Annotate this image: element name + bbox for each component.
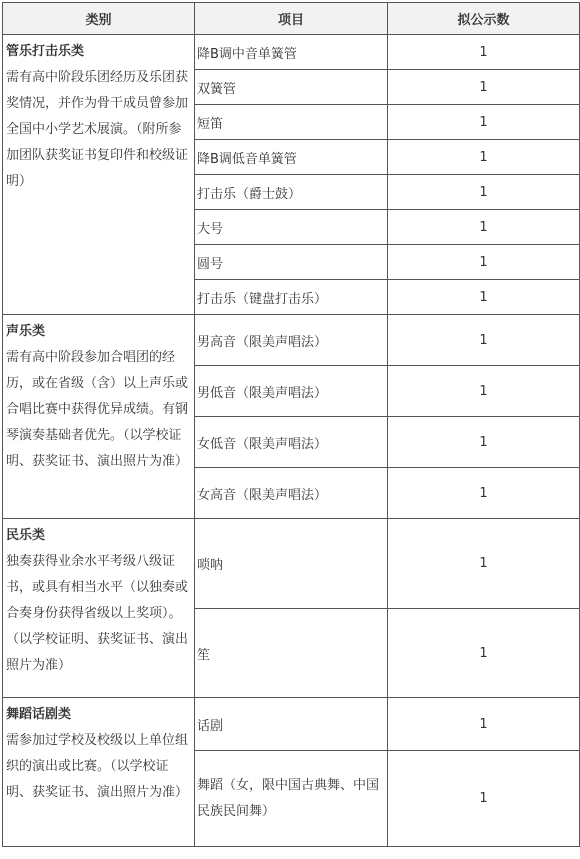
category-description: 需参加过学校及校级以上单位组织的演出或比赛。（以学校证明、获奖证书、演出照片为准） (6, 733, 189, 800)
item-cell: 降B调低音单簧管 (195, 140, 388, 175)
count-cell: 1 (388, 245, 580, 280)
category-description: 独奏获得业余水平考级八级证书，或具有相当水平（以独奏或合奏身份获得省级以上奖项）。（以学校证明、获奖证书、演出照片为准） (6, 554, 189, 673)
category-description: 需有高中阶段参加合唱团的经历，或在省级（含）以上声乐或合唱比赛中获得优异成绩。有钢琴演奏基础者优先。（以学校证明、获奖证书、演出照片为准） (6, 350, 189, 469)
category-cell-folk (3, 519, 195, 698)
category-description: 需有高中阶段乐团经历及乐团获奖情况，并作为骨干成员曾参加全国中小学艺术展演。（附所参加团队获奖证书复印件和校级证明） (6, 70, 189, 189)
item-cell: 唢呐 (195, 519, 388, 609)
category-cell-wind (3, 35, 195, 315)
item-cell: 男低音（限美声唱法） (195, 366, 388, 417)
item-cell: 话剧 (195, 698, 388, 751)
category-cell-dance (3, 698, 195, 847)
table-row (3, 35, 580, 70)
category-title: 舞蹈话剧类 (6, 707, 72, 722)
item-cell: 双簧管 (195, 70, 388, 105)
count-cell: 1 (388, 519, 580, 609)
table-row (3, 698, 580, 751)
header-row (3, 3, 580, 35)
count-cell: 1 (388, 417, 580, 468)
count-cell: 1 (388, 366, 580, 417)
item-cell: 男高音（限美声唱法） (195, 315, 388, 366)
count-cell: 1 (388, 105, 580, 140)
table-row (3, 519, 580, 609)
item-cell: 打击乐（键盘打击乐） (195, 280, 388, 315)
count-cell: 1 (388, 35, 580, 70)
item-cell: 女高音（限美声唱法） (195, 468, 388, 519)
item-cell: 笙 (195, 609, 388, 698)
table-row (3, 315, 580, 366)
category-title: 管乐打击乐类 (6, 44, 85, 59)
item-cell: 舞蹈（女，限中国古典舞、中国民族民间舞） (195, 751, 388, 847)
item-cell: 大号 (195, 210, 388, 245)
count-cell: 1 (388, 315, 580, 366)
count-cell: 1 (388, 280, 580, 315)
item-cell: 降B调中音单簧管 (195, 35, 388, 70)
count-cell: 1 (388, 210, 580, 245)
count-cell: 1 (388, 140, 580, 175)
admissions-table (2, 2, 580, 847)
count-cell: 1 (388, 175, 580, 210)
category-title: 民乐类 (6, 528, 46, 543)
category-cell-vocal (3, 315, 195, 519)
item-cell: 短笛 (195, 105, 388, 140)
count-cell: 1 (388, 609, 580, 698)
count-cell: 1 (388, 698, 580, 751)
item-cell: 圆号 (195, 245, 388, 280)
category-title: 声乐类 (6, 324, 46, 339)
count-cell: 1 (388, 70, 580, 105)
count-cell: 1 (388, 468, 580, 519)
count-cell: 1 (388, 751, 580, 847)
header-category: 类别 (3, 3, 195, 35)
item-cell: 打击乐（爵士鼓） (195, 175, 388, 210)
header-count: 拟公示数 (388, 3, 580, 35)
item-cell: 女低音（限美声唱法） (195, 417, 388, 468)
header-item: 项目 (195, 3, 388, 35)
